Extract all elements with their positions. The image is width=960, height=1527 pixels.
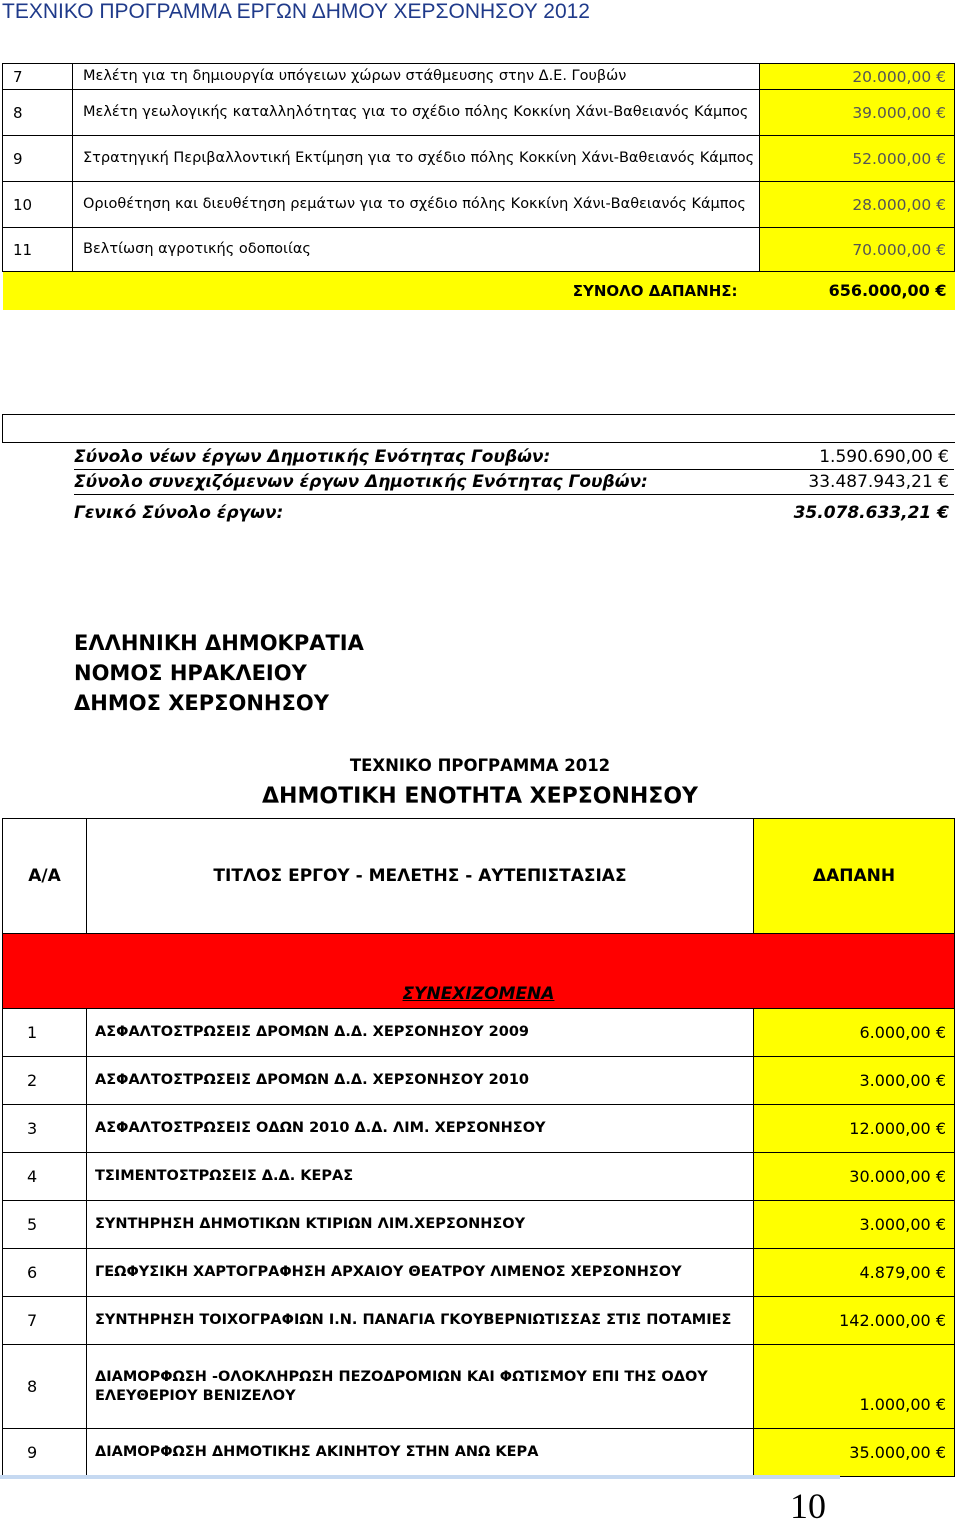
- municipality-heading: ΔΗΜΟΣ ΧΕΡΣΟΝΗΣΟΥ: [74, 691, 329, 715]
- summary-ongoing-label: Σύνολο συνεχιζόμενων έργων Δημοτικής Ενότητας Γουβών:: [74, 472, 648, 492]
- row-amount: 28.000,00 €: [760, 182, 955, 228]
- row-title: ΤΣΙΜΕΝΤΟΣΤΡΩΣΕΙΣ Δ.Δ. ΚΕΡΑΣ: [87, 1153, 754, 1201]
- summary-ongoing-works: [74, 472, 954, 492]
- table-row: [3, 1009, 955, 1057]
- section-label-text: ΣΥΝΕΧΙΖΟΜΕΝΑ: [402, 984, 555, 1004]
- row-amount: 35.000,00 €: [754, 1429, 955, 1477]
- row-amount: 30.000,00 €: [754, 1153, 955, 1201]
- table-row: [3, 1297, 955, 1345]
- table-row: [3, 90, 955, 136]
- total-amount: 656.000,00 €: [760, 272, 955, 310]
- summary-box: [2, 414, 955, 443]
- row-number: 9: [3, 136, 73, 182]
- summary-new-works: [74, 447, 954, 467]
- row-number: 11: [3, 228, 73, 272]
- row-amount: 70.000,00 €: [760, 228, 955, 272]
- table-header-row: [3, 819, 955, 934]
- row-title: ΔΙΑΜΟΡΦΩΣΗ -ΟΛΟΚΛΗΡΩΣΗ ΠΕΖΟΔΡΟΜΙΩΝ ΚΑΙ ΦΩΤΙΣΜΟΥ ΕΠΙ ΤΗΣ ΟΔΟΥ ΕΛΕΥΘΕΡΙΟΥ ΒΕΝΙΖΕΛΟΥ: [87, 1345, 754, 1429]
- total-row: [3, 272, 955, 310]
- summary-grand-total: [74, 503, 954, 523]
- row-title: ΣΥΝΤΗΡΗΣΗ ΔΗΜΟΤΙΚΩΝ ΚΤΙΡΙΩΝ ΛΙΜ.ΧΕΡΣΟΝΗΣΟΥ: [87, 1201, 754, 1249]
- table-row: [3, 1345, 955, 1429]
- row-amount: 4.879,00 €: [754, 1249, 955, 1297]
- total-label: ΣΥΝΟΛΟ ΔΑΠΑΝΗΣ:: [3, 272, 760, 310]
- row-amount: 1.000,00 €: [754, 1345, 955, 1429]
- projects-table: [2, 818, 955, 1477]
- program-title: ΤΕΧΝΙΚΟ ΠΡΟΓΡΑΜΜΑ 2012: [349, 756, 611, 775]
- section-row: [3, 934, 955, 1009]
- row-title: ΑΣΦΑΛΤΟΣΤΡΩΣΕΙΣ ΟΔΩΝ 2010 Δ.Δ. ΛΙΜ. ΧΕΡΣΟΝΗΣΟΥ: [87, 1105, 754, 1153]
- row-title: ΓΕΩΦΥΣΙΚΗ ΧΑΡΤΟΓΡΑΦΗΣΗ ΑΡΧΑΙΟΥ ΘΕΑΤΡΟΥ ΛΙΜΕΝΟΣ ΧΕΡΣΟΝΗΣΟΥ: [87, 1249, 754, 1297]
- row-amount: 12.000,00 €: [754, 1105, 955, 1153]
- row-number: 8: [3, 1345, 87, 1429]
- row-number: 10: [3, 182, 73, 228]
- row-amount: 39.000,00 €: [760, 90, 955, 136]
- row-amount: 20.000,00 €: [760, 64, 955, 90]
- row-number: 5: [3, 1201, 87, 1249]
- summary-ongoing-value: 33.487.943,21 €: [808, 472, 949, 492]
- table-row: [3, 182, 955, 228]
- column-header-number: Α/Α: [3, 819, 87, 934]
- row-number: 9: [3, 1429, 87, 1477]
- summary-grand-label: Γενικό Σύνολο έργων:: [74, 503, 284, 523]
- column-header-title: ΤΙΤΛΟΣ ΕΡΓΟΥ - ΜΕΛΕΤΗΣ - ΑΥΤΕΠΙΣΤΑΣΙΑΣ: [87, 819, 754, 934]
- row-number: 4: [3, 1153, 87, 1201]
- table-row: [3, 136, 955, 182]
- row-number: 6: [3, 1249, 87, 1297]
- row-title: ΑΣΦΑΛΤΟΣΤΡΩΣΕΙΣ ΔΡΟΜΩΝ Δ.Δ. ΧΕΡΣΟΝΗΣΟΥ 2010: [87, 1057, 754, 1105]
- row-number: 2: [3, 1057, 87, 1105]
- row-title: Στρατηγική Περιβαλλοντική Εκτίμηση για το σχέδιο πόλης Κοκκίνη Χάνι-Βαθειανός Κάμπος: [73, 136, 760, 182]
- row-title: Βελτίωση αγροτικής οδοποιίας: [73, 228, 760, 272]
- row-number: 7: [3, 64, 73, 90]
- row-title: ΔΙΑΜΟΡΦΩΣΗ ΔΗΜΟΤΙΚΗΣ ΑΚΙΝΗΤΟΥ ΣΤΗΝ ΑΝΩ ΚΕΡΑ: [87, 1429, 754, 1477]
- row-amount: 142.000,00 €: [754, 1297, 955, 1345]
- table-row: [3, 1057, 955, 1105]
- table-row: [3, 1201, 955, 1249]
- footer-divider: [0, 1475, 840, 1479]
- row-amount: 52.000,00 €: [760, 136, 955, 182]
- divider: [74, 494, 954, 495]
- row-number: 7: [3, 1297, 87, 1345]
- republic-heading: ΕΛΛΗΝΙΚΗ ΔΗΜΟΚΡΑΤΙΑ: [74, 631, 364, 655]
- row-amount: 3.000,00 €: [754, 1201, 955, 1249]
- column-header-cost: ΔΑΠΑΝΗ: [754, 819, 955, 934]
- row-title: Μελέτη γεωλογικής καταλληλότητας για το σχέδιο πόλης Κοκκίνη Χάνι-Βαθειανός Κάμπος: [73, 90, 760, 136]
- row-amount: 3.000,00 €: [754, 1057, 955, 1105]
- table-row: [3, 1153, 955, 1201]
- row-title: Οριοθέτηση και διευθέτηση ρεμάτων για το σχέδιο πόλης Κοκκίνη Χάνι-Βαθειανός Κάμπος: [73, 182, 760, 228]
- summary-new-label: Σύνολο νέων έργων Δημοτικής Ενότητας Γουβών:: [74, 447, 551, 467]
- section-label: [3, 934, 955, 1009]
- table-row: [3, 1429, 955, 1477]
- row-number: 1: [3, 1009, 87, 1057]
- document-header-title: ΤΕΧΝΙΚΟ ΠΡΟΓΡΑΜΜΑ ΕΡΓΩΝ ΔΗΜΟΥ ΧΕΡΣΟΝΗΣΟΥ 2012: [2, 0, 590, 23]
- summary-grand-value: 35.078.633,21 €: [793, 503, 949, 523]
- previous-page-table: [2, 63, 955, 310]
- row-title: ΣΥΝΤΗΡΗΣΗ ΤΟΙΧΟΓΡΑΦΙΩΝ Ι.Ν. ΠΑΝΑΓΙΑ ΓΚΟΥΒΕΡΝΙΩΤΙΣΣΑΣ ΣΤΙΣ ΠΟΤΑΜΙΕΣ: [87, 1297, 754, 1345]
- table-row: [3, 228, 955, 272]
- unit-title: ΔΗΜΟΤΙΚΗ ΕΝΟΤΗΤΑ ΧΕΡΣΟΝΗΣΟΥ: [262, 784, 698, 809]
- page-number: 10: [790, 1486, 826, 1526]
- row-amount: 6.000,00 €: [754, 1009, 955, 1057]
- divider: [74, 469, 954, 470]
- summary-new-value: 1.590.690,00 €: [819, 447, 949, 467]
- row-number: 8: [3, 90, 73, 136]
- table-row: [3, 1105, 955, 1153]
- prefecture-heading: ΝΟΜΟΣ ΗΡΑΚΛΕΙΟΥ: [74, 661, 307, 685]
- table-row: [3, 1249, 955, 1297]
- row-title: ΑΣΦΑΛΤΟΣΤΡΩΣΕΙΣ ΔΡΟΜΩΝ Δ.Δ. ΧΕΡΣΟΝΗΣΟΥ 2009: [87, 1009, 754, 1057]
- table-row: [3, 64, 955, 90]
- row-number: 3: [3, 1105, 87, 1153]
- row-title: Μελέτη για τη δημιουργία υπόγειων χώρων στάθμευσης στην Δ.Ε. Γουβών: [73, 64, 760, 90]
